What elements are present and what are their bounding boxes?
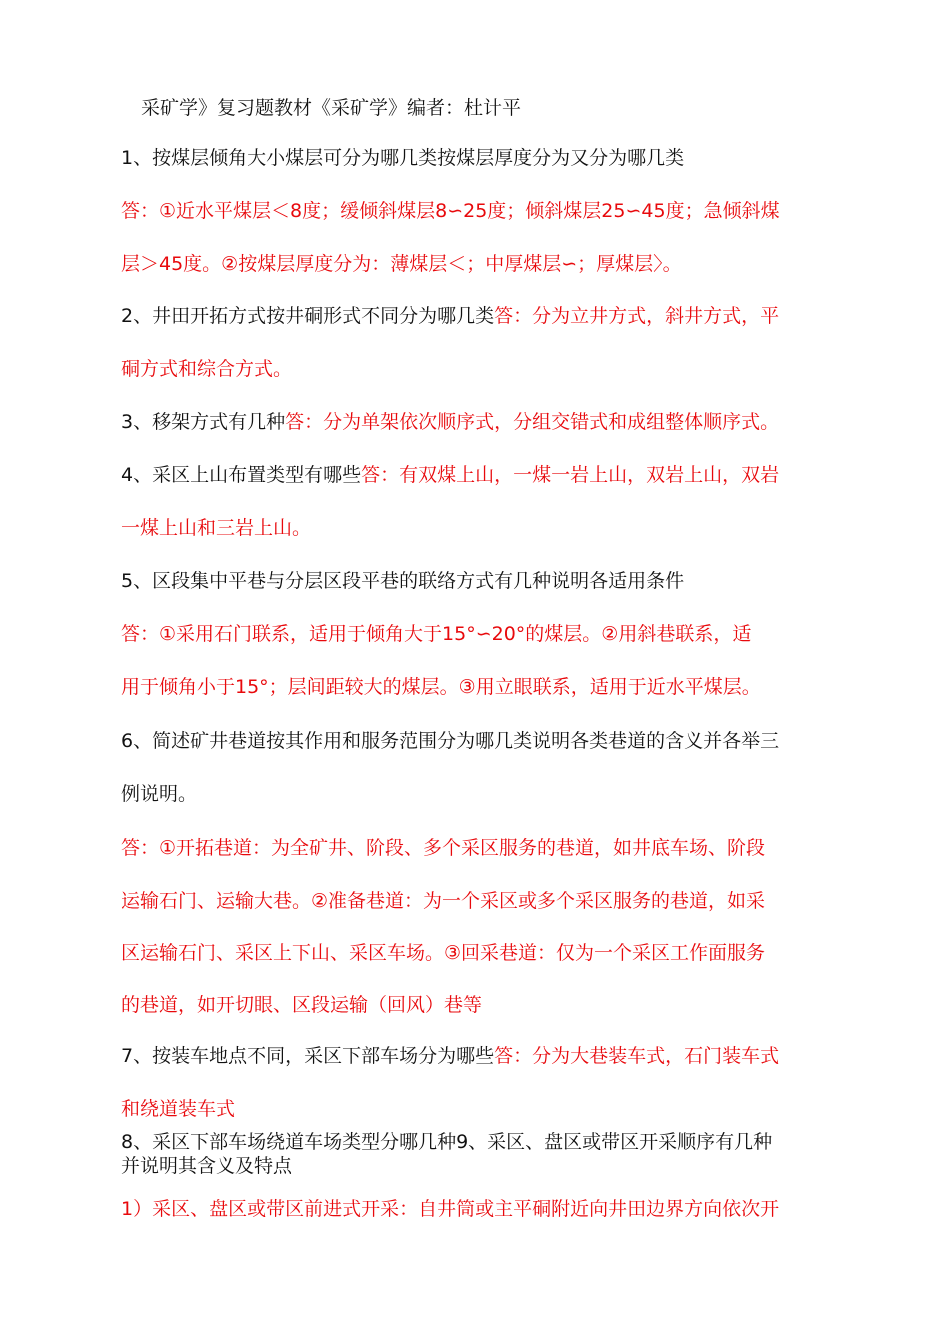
question-4-line xyxy=(121,463,831,487)
answer-5-line-2: 用于倾角小于15°；层间距较大的煤层。③用立眼联系，适用于近水平煤层。 xyxy=(121,676,761,698)
question-7-line xyxy=(121,1044,831,1068)
answer-7-line-2: 和绕道装车式 xyxy=(121,1098,236,1120)
answer-9-line-1: 1）采区、盘区或带区前进式开采：自井筒或主平硐附近向井田边界方向依次开 xyxy=(121,1198,780,1220)
answer-4-line-2: 一煤上山和三岩上山。 xyxy=(121,517,312,539)
question-1: 1、按煤层倾角大小煤层可分为哪几类按煤层厚度分为又分为哪几类 xyxy=(121,147,685,169)
answer-6-line-3: 区运输石门、采区上下山、采区车场。③回采巷道：仅为一个采区工作面服务 xyxy=(121,942,766,964)
answer-1-line-1: 答：①近水平煤层＜8度；缓倾斜煤层8∽25度；倾斜煤层25∽45度；急倾斜煤 xyxy=(121,200,780,222)
question-2: 2、井田开拓方式按井硐形式不同分为哪几类 xyxy=(121,305,495,327)
question-8-9-line-1: 8、采区下部车场绕道车场类型分哪几种9、采区、盘区或带区开采顺序有几种 xyxy=(121,1131,773,1153)
answer-1-line-2: 层＞45度。②按煤层厚度分为：薄煤层＜；中厚煤层∽；厚煤层〉。 xyxy=(121,253,682,275)
answer-6-line-4: 的巷道，如开切眼、区段运输（回风）巷等 xyxy=(121,994,483,1016)
question-2-line xyxy=(121,304,831,328)
answer-2-line-2: 硐方式和综合方式。 xyxy=(121,358,293,380)
answer-6-line-1: 答：①开拓巷道：为全矿井、阶段、多个采区服务的巷道，如井底车场、阶段 xyxy=(121,837,766,859)
question-8-9-line-2: 并说明其含义及特点 xyxy=(121,1155,293,1177)
answer-7: 答：分为大巷装车式，石门装车式 xyxy=(494,1045,780,1067)
question-3-line xyxy=(121,410,831,434)
question-5: 5、区段集中平巷与分层区段平巷的联络方式有几种说明各适用条件 xyxy=(121,570,685,592)
question-6-line-2: 例说明。 xyxy=(121,783,198,805)
document-title: 采矿学》复习题教材《采矿学》编者：杜计平 xyxy=(141,97,522,119)
question-7: 7、按装车地点不同，采区下部车场分为哪些 xyxy=(121,1045,495,1067)
answer-5-line-1: 答：①采用石门联系，适用于倾角大于15°∽20°的煤层。②用斜巷联系，适 xyxy=(121,623,752,645)
answer-4: 答：有双煤上山，一煤一岩上山，双岩上山，双岩 xyxy=(361,464,780,486)
answer-2: 答：分为立井方式，斜井方式，平 xyxy=(494,305,780,327)
answer-3: 答：分为单架依次顺序式，分组交错式和成组整体顺序式。 xyxy=(285,411,780,433)
answer-6-line-2: 运输石门、运输大巷。②准备巷道：为一个采区或多个采区服务的巷道，如采 xyxy=(121,890,766,912)
question-4: 4、采区上山布置类型有哪些 xyxy=(121,464,362,486)
question-6-line-1: 6、简述矿井巷道按其作用和服务范围分为哪几类说明各类巷道的含义并各举三 xyxy=(121,730,780,752)
question-3: 3、移架方式有几种 xyxy=(121,411,286,433)
